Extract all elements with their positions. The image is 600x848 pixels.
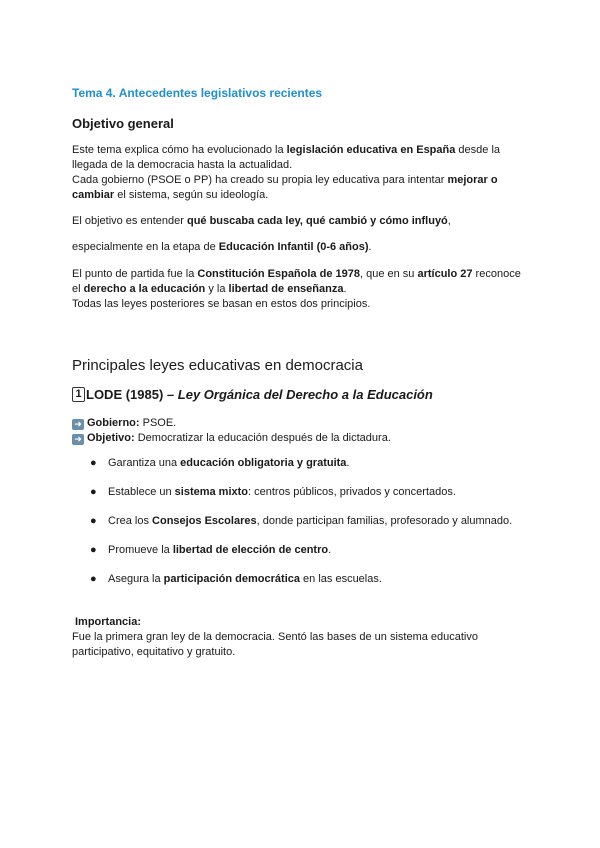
list-item: ● Promueve la libertad de elección de centro. (90, 544, 332, 556)
document-title: Tema 4. Antecedentes legislativos recientes (72, 86, 323, 100)
objetivo-paragraph-4: especialmente en la etapa de Educación Infantil (0-6 años). (72, 241, 372, 253)
lode-bullet-list (72, 456, 542, 601)
list-item: ● Asegura la participación democrática en las escuelas. (90, 573, 382, 585)
bullet-icon: ● (90, 573, 97, 585)
lode-dash: – (163, 387, 178, 402)
gobierno-line: ➜ Gobierno: PSOE. (72, 416, 532, 431)
list-item: ● Garantiza una educación obligatoria y gratuita. (90, 457, 350, 469)
laws-heading: Principales leyes educativas en democracia (72, 357, 363, 374)
bullet-icon: ● (90, 457, 97, 469)
arrow-right-icon: ➜ (72, 434, 84, 445)
list-item: ● Establece un sistema mixto: centros públicos, privados y concertados. (90, 486, 456, 498)
bullet-icon: ● (90, 515, 97, 527)
number-one-icon: 1 (72, 387, 85, 402)
bullet-icon: ● (90, 486, 97, 498)
objetivo-heading: Objetivo general (72, 116, 174, 131)
list-item: ● Crea los Consejos Escolares, donde participan familias, profesorado y alumnado. (90, 515, 513, 527)
lode-title: LODE (1985) (86, 387, 164, 402)
importancia-text: Fue la primera gran ley de la democracia. Sentó las bases de un sistema educativo participativo, equitativo y gratuito. (72, 631, 478, 658)
objetivo-paragraph-1 (72, 143, 532, 203)
importancia-block (72, 615, 522, 660)
paragraph-text: Este tema explica cómo ha evolucionado la legislación educativa en España desde la llegada de la democracia hasta la actualidad. (72, 144, 501, 171)
lode-meta (72, 416, 532, 446)
lode-subtitle: Ley Orgánica del Derecho a la Educación (177, 387, 433, 402)
lode-heading (72, 387, 433, 402)
objetivo-line: ➜ Objetivo: Democratizar la educación después de la dictadura. (72, 431, 532, 446)
objetivo-paragraph-3: El objetivo es entender qué buscaba cada ley, qué cambió y cómo influyó, (72, 215, 451, 227)
paragraph-text: Cada gobierno (PSOE o PP) ha creado su propia ley educativa para intentar mejorar o cambiar el sistema, según su ideología. (72, 174, 498, 201)
bullet-icon: ● (90, 544, 97, 556)
importancia-label: Importancia: (75, 616, 142, 628)
objetivo-paragraph-5: El punto de partida fue la Constitución Española de 1978, que en su artículo 27 reconoce el derecho a la educación y la libertad de enseñanza. Todas las leyes posteriores se basan en estos dos principios. (72, 268, 521, 310)
arrow-right-icon: ➜ (72, 419, 84, 430)
